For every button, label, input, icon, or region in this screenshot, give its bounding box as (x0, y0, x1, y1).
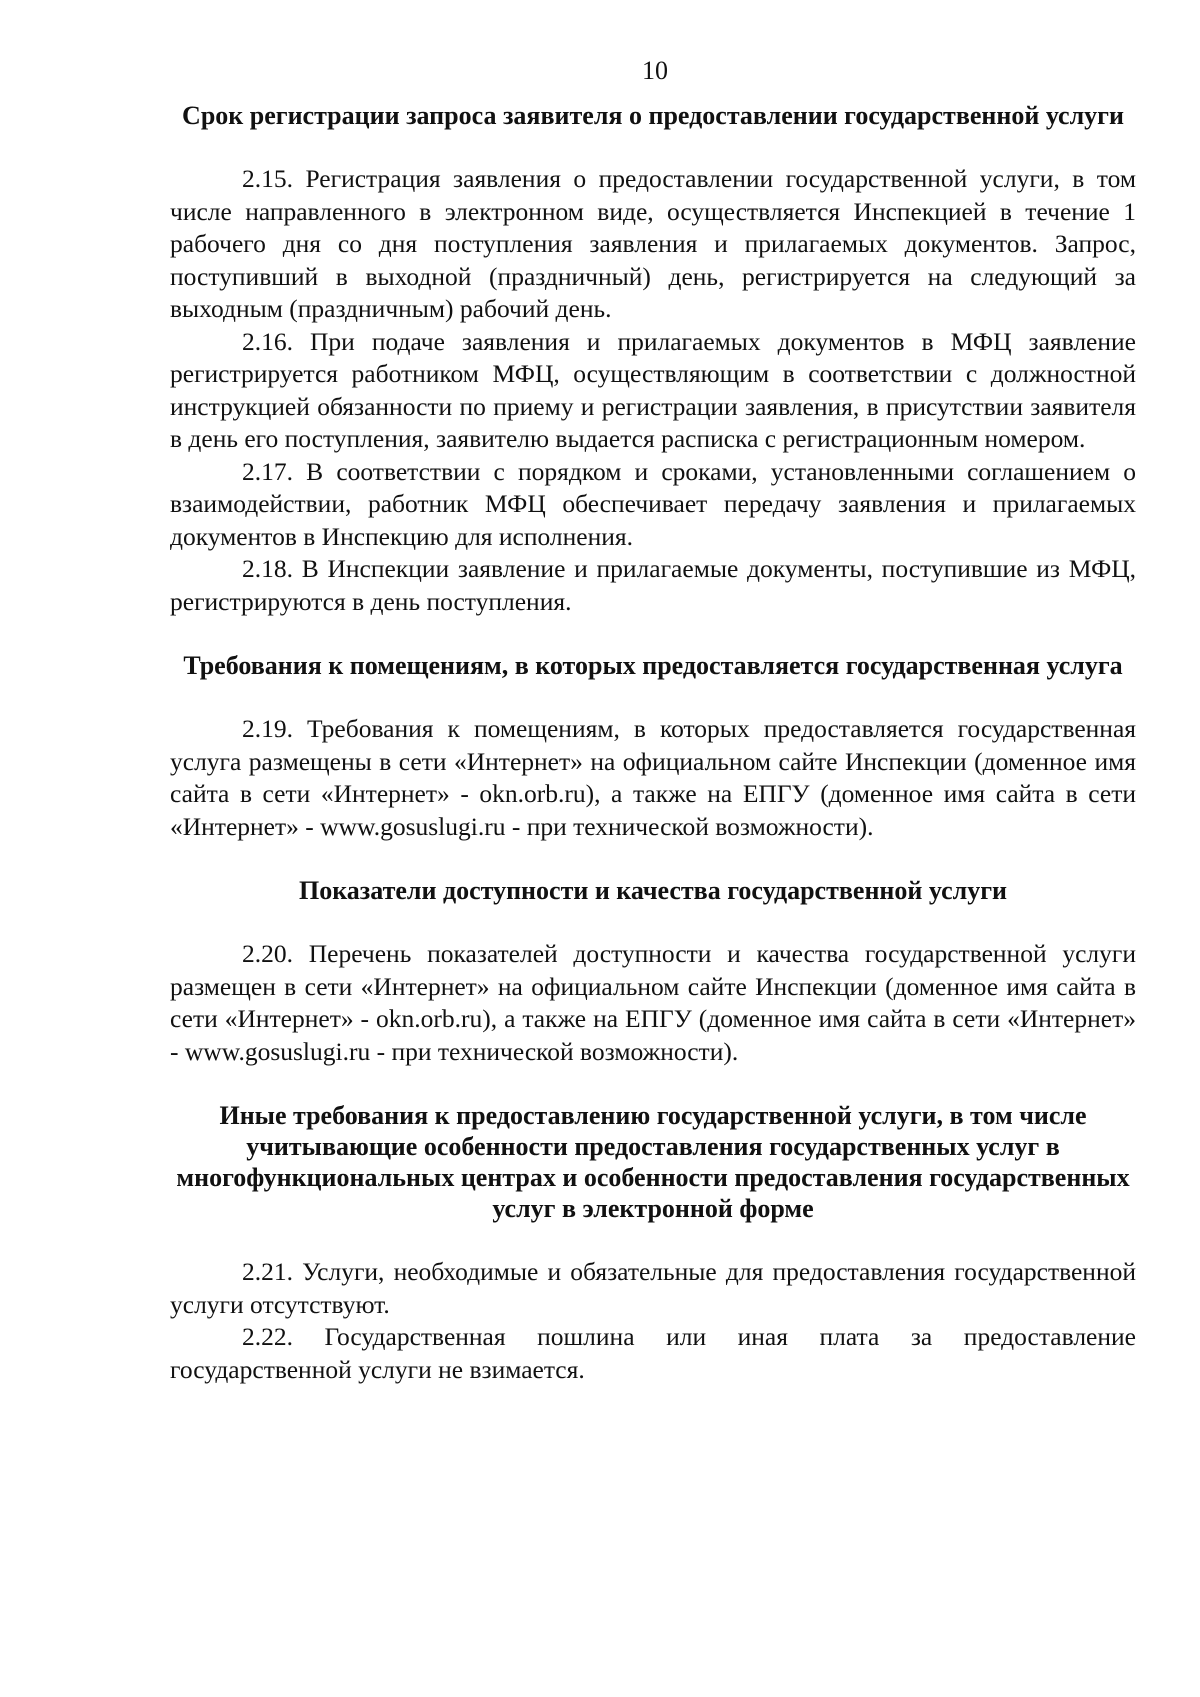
section-premises-requirements (170, 650, 1136, 843)
section-quality-indicators (170, 875, 1136, 1068)
section-heading: Срок регистрации запроса заявителя о предоставлении государственной услуги (182, 101, 1124, 130)
paragraph-2-21: 2.21. Услуги, необходимые и обязательные для предоставления государственной услуги отсутствуют. (170, 1257, 1136, 1319)
paragraph-2-20: 2.20. Перечень показателей доступности и качества государственной услуги размещен в сети «Интернет» на официальном сайте Инспекции (доменное имя сайта в сети «Интернет» - okn.orb.ru), а также на ЕПГУ (доменное имя сайта в сети «Интернет» - www.gosuslugi.ru - при технической возможности). (170, 939, 1136, 1066)
paragraph-2-16: 2.16. При подаче заявления и прилагаемых документов в МФЦ заявление регистрируется работником МФЦ, осуществляющим в соответствии с должностной инструкцией обязанности по приему и регистрации заявления, в присутствии заявителя в день его поступления, заявителю выдается расписка с регистрационным номером. (170, 326, 1136, 453)
page-number: 10 (642, 56, 668, 85)
section-heading: Иные требования к предоставлению государственной услуги, в том числе учитывающие особенности предоставления государственных услуг в многофункциональных центрах и особенности предоставления государственных услуг в электронной форме (176, 1101, 1130, 1223)
section-heading: Показатели доступности и качества государственной услуги (298, 876, 1008, 905)
paragraph-2-19: 2.19. Требования к помещениям, в которых предоставляется государственная услуга размещены в сети «Интернет» на официальном сайте Инспекции (доменное имя сайта в сети «Интернет» - okn.orb.ru), а также на ЕПГУ (доменное имя сайта в сети «Интернет» - www.gosuslugi.ru - при технической возможности). (170, 714, 1136, 841)
paragraph-2-17: 2.17. В соответствии с порядком и сроками, установленными соглашением о взаимодействии, работник МФЦ обеспечивает передачу заявления и прилагаемых документов в Инспекцию для исполнения. (170, 456, 1136, 551)
paragraph-2-22: 2.22. Государственная пошлина или иная плата за предоставление государственной услуги не взимается. (170, 1322, 1136, 1384)
section-registration-term (170, 100, 1136, 618)
section-heading: Требования к помещениям, в которых предоставляется государственная услуга (183, 651, 1123, 680)
paragraph-2-18: 2.18. В Инспекции заявление и прилагаемые документы, поступившие из МФЦ, регистрируются в день поступления. (170, 554, 1136, 616)
document-content (170, 100, 1136, 1386)
section-other-requirements (170, 1100, 1136, 1386)
paragraph-2-15: 2.15. Регистрация заявления о предоставлении государственной услуги, в том числе направленного в электронном виде, осуществляется Инспекцией в течение 1 рабочего дня со дня поступления заявления и прилагаемых документов. Запрос, поступивший в выходной (праздничный) день, регистрируется на следующий за выходным (праздничным) рабочий день. (170, 164, 1136, 323)
